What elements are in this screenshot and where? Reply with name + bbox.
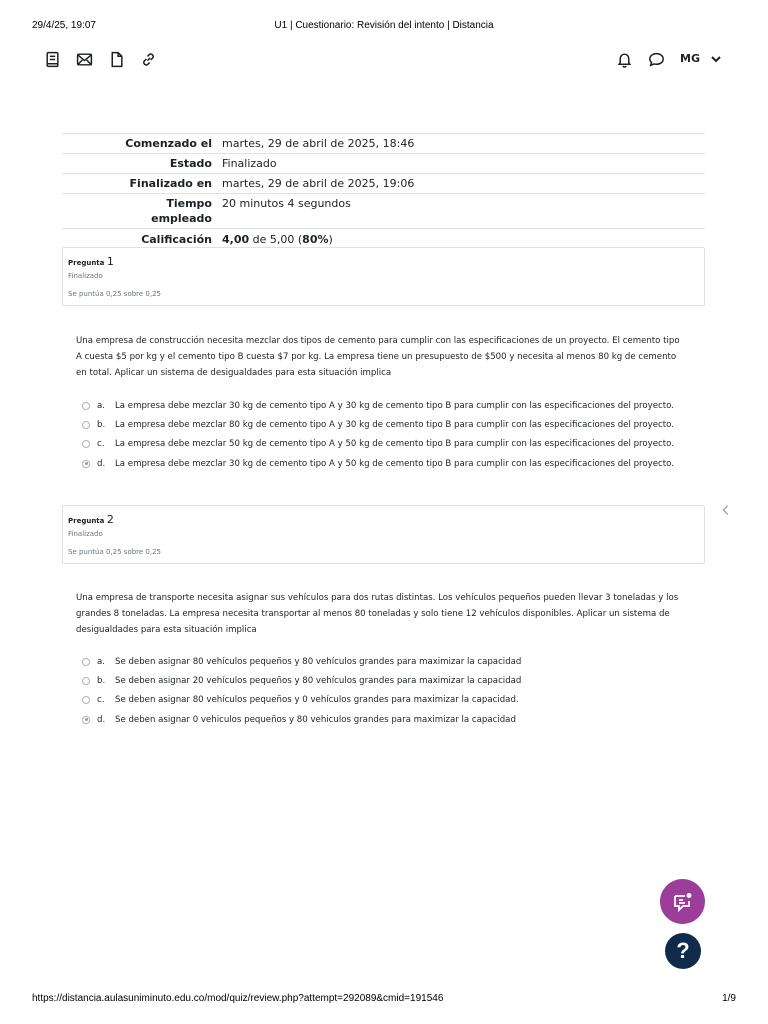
print-page-number: 1/9: [722, 993, 736, 1004]
radio-button[interactable]: [82, 440, 90, 448]
answer-option[interactable]: [82, 415, 702, 434]
answer-letter: a.: [97, 656, 105, 667]
user-initials[interactable]: MG: [680, 52, 700, 65]
answer-text: La empresa debe mezclar 80 kg de cemento tipo A y 30 kg de cemento tipo B para cumplir con las especificaciones del proyecto.: [115, 419, 674, 430]
answer-text: La empresa debe mezclar 50 kg de cemento tipo A y 50 kg de cemento tipo B para cumplir con las especificaciones del proyecto.: [115, 439, 674, 450]
question-grade: Se puntúa 0,25 sobre 0,25: [68, 548, 162, 556]
answer-option[interactable]: [82, 710, 702, 729]
question-number: [68, 255, 114, 268]
summary-label: Calificación: [62, 229, 218, 250]
summary-value: martes, 29 de abril de 2025, 18:46: [218, 134, 705, 154]
answer-option[interactable]: [82, 454, 702, 473]
radio-button[interactable]: [82, 402, 90, 410]
answer-letter: d.: [97, 458, 106, 469]
answer-option[interactable]: [82, 396, 702, 415]
answer-letter: a.: [97, 400, 105, 411]
question-state: Finalizado: [68, 530, 103, 538]
print-header: [0, 20, 768, 34]
answer-letter: c.: [97, 439, 105, 450]
print-url: https://distancia.aulasuniminuto.edu.co/mod/quiz/review.php?attempt=292089&cmid=191546: [32, 993, 444, 1004]
answer-list: [82, 652, 702, 729]
answer-text: Se deben asignar 80 vehículos pequeños y 0 vehículos grandes para maximizar la capacidad.: [115, 695, 519, 706]
radio-button[interactable]: [82, 677, 90, 685]
grade-percent: 80%: [302, 233, 329, 246]
summary-value: 20 minutos 4 segundos: [218, 194, 705, 229]
answer-text: Se deben asignar 0 vehiculos pequeños y 80 vehiculos grandes para maximizar la capacidad: [115, 714, 516, 725]
question-info-box: [62, 247, 705, 306]
answer-letter: b.: [97, 419, 106, 430]
answer-letter: d.: [97, 714, 106, 725]
help-button[interactable]: ?: [665, 933, 701, 969]
question-state: Finalizado: [68, 272, 103, 280]
answer-text: Se deben asignar 20 vehículos pequeños y 80 vehículos grandes para maximizar la capacidad: [115, 675, 522, 686]
summary-value: martes, 29 de abril de 2025, 19:06: [218, 174, 705, 194]
link-icon[interactable]: [137, 48, 159, 70]
radio-button[interactable]: [82, 658, 90, 666]
chat-icon[interactable]: [645, 48, 667, 70]
answer-text: La empresa debe mezclar 30 kg de cemento tipo A y 30 kg de cemento tipo B para cumplir con las especificaciones del proyecto.: [115, 400, 674, 411]
summary-row: [62, 174, 705, 194]
summary-label: Comenzado el: [62, 134, 218, 154]
mail-icon[interactable]: [73, 48, 95, 70]
answer-option[interactable]: [82, 435, 702, 454]
question-number: [68, 513, 114, 526]
print-footer: [0, 993, 768, 1007]
answer-letter: b.: [97, 675, 106, 686]
question-number-value: 2: [106, 513, 114, 526]
message-drawer-button[interactable]: [660, 879, 705, 924]
answer-text: Se deben asignar 80 vehículos pequeños y 80 vehículos grandes para maximizar la capacidad: [115, 656, 522, 667]
grade-of: de 5,00 (: [249, 233, 303, 246]
question-number-value: 1: [106, 255, 114, 268]
question-label: Pregunta: [68, 517, 105, 525]
summary-row: [62, 134, 705, 154]
grade-close: ): [328, 233, 333, 246]
question-grade: Se puntúa 0,25 sobre 0,25: [68, 290, 162, 298]
bell-icon[interactable]: [613, 48, 635, 70]
question-text: Una empresa de transporte necesita asignar sus vehículos para dos rutas distintas. Los vehículos pequeños pueden llevar 3 toneladas y los grandes 8 toneladas. La empresa necesita transportar al menos 80 toneladas y solo tiene 12 vehículos disponibles. Aplicar un sistema de desigualdades para esta situación implica: [76, 593, 679, 635]
question-text: Una empresa de construcción necesita mezclar dos tipos de cemento para cumplir con las especificaciones de un proyecto. El cemento tipo A cuesta $5 por kg y el cemento tipo B cuesta $7 por kg. La empresa tiene un presupuesto de $500 y necesita al menos 80 kg de cemento en total. Aplicar un sistema de desigualdades para esta situación implica: [76, 336, 680, 378]
summary-row: [62, 229, 705, 250]
answer-option[interactable]: [82, 691, 702, 710]
message-icon: [671, 890, 695, 914]
summary-label: Finalizado en: [62, 174, 218, 194]
summary-label: Tiempo empleado: [62, 194, 218, 229]
answer-list: [82, 396, 702, 473]
question-label: Pregunta: [68, 259, 105, 267]
question-info-box: [62, 505, 705, 564]
summary-row: [62, 154, 705, 174]
answer-letter: c.: [97, 695, 105, 706]
summary-value: [218, 229, 705, 250]
radio-button-checked[interactable]: [82, 716, 90, 724]
answer-option[interactable]: [82, 652, 702, 671]
file-icon[interactable]: [105, 48, 127, 70]
book-icon[interactable]: [41, 48, 63, 70]
summary-row: [62, 194, 705, 229]
attempt-summary-table: [62, 133, 705, 249]
chevron-left-icon[interactable]: [719, 503, 733, 517]
answer-option[interactable]: [82, 671, 702, 690]
radio-button-checked[interactable]: [82, 460, 90, 468]
chevron-down-icon[interactable]: [708, 51, 724, 67]
summary-label: Estado: [62, 154, 218, 174]
grade-value: 4,00: [222, 233, 250, 246]
top-navigation: [0, 48, 768, 72]
answer-text: La empresa debe mezclar 30 kg de cemento tipo A y 50 kg de cemento tipo B para cumplir con las especificaciones del proyecto.: [115, 458, 674, 469]
radio-button[interactable]: [82, 421, 90, 429]
summary-value: Finalizado: [218, 154, 705, 174]
print-title: U1 | Cuestionario: Revisión del intento | Distancia: [274, 20, 494, 31]
print-datetime: 29/4/25, 19:07: [32, 20, 96, 31]
radio-button[interactable]: [82, 696, 90, 704]
